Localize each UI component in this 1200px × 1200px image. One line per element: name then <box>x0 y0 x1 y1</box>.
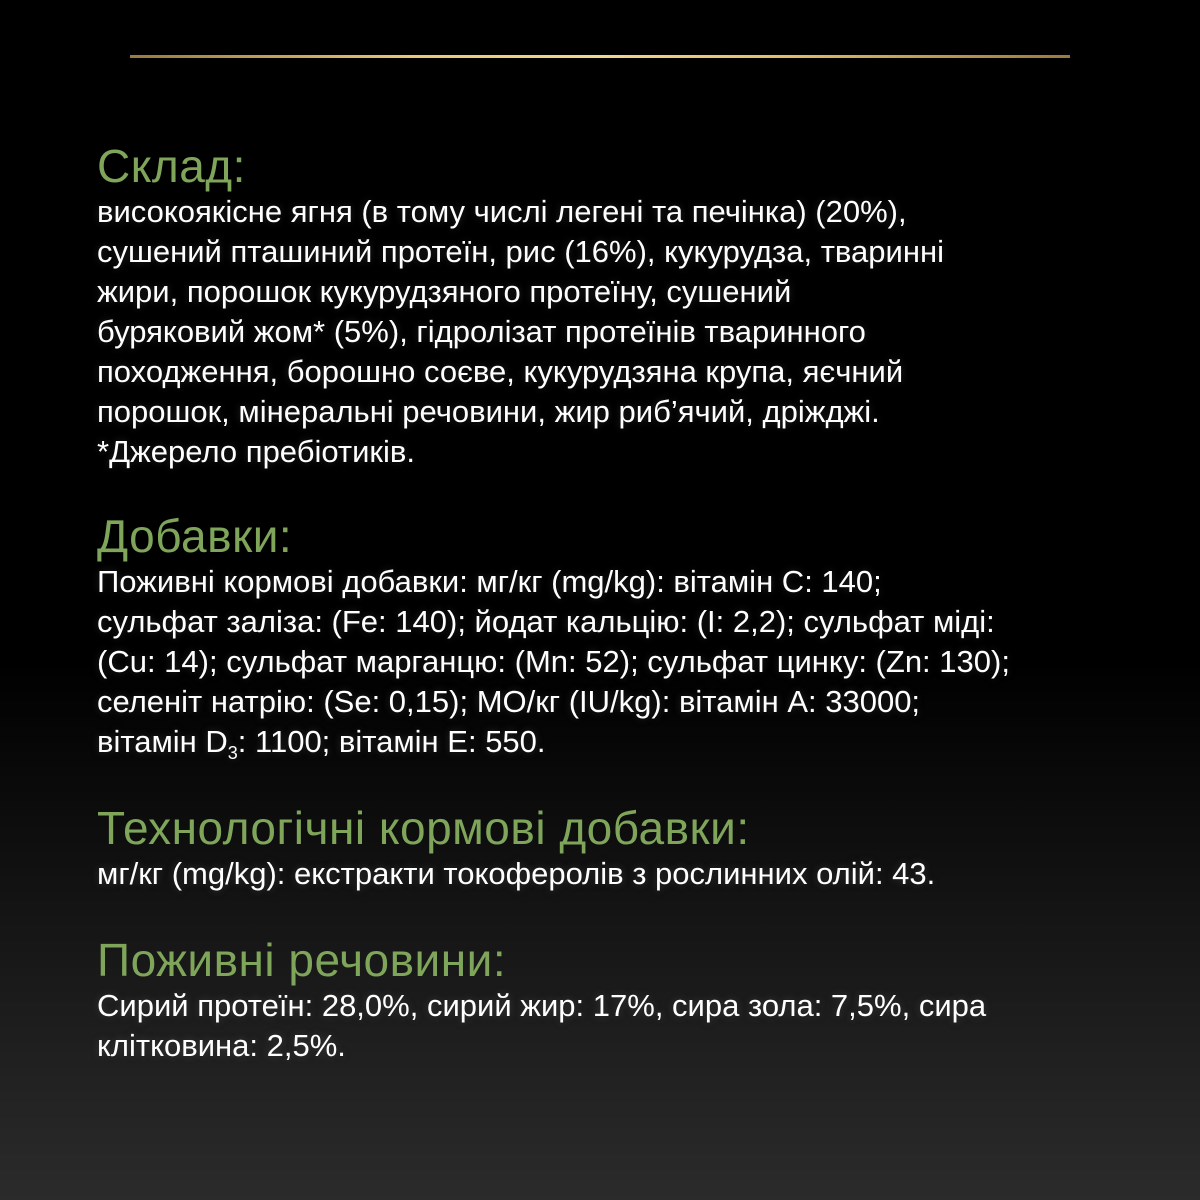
additives-line: (Cu: 14); сульфат марганцю: (Mn: 52); сульфат цинку: (Zn: 130); <box>97 644 1010 679</box>
composition-section <box>97 140 1107 472</box>
composition-heading: Склад: <box>97 140 246 192</box>
composition-line: походження, борошно соєве, кукурудзяна крупа, яєчний <box>97 354 904 389</box>
composition-line: порошок, мінеральні речовини, жир риб’ячий, дріжджі. <box>97 394 880 429</box>
vitamin-d-subscript: 3 <box>227 743 238 764</box>
technological-additives-section <box>97 802 1107 894</box>
additives-line: селеніт натрію: (Se: 0,15); МО/кг (IU/kg): вітамін A: 33000; <box>97 684 921 719</box>
nutrients-line: Сирий протеїн: 28,0%, сирий жир: 17%, сира зола: 7,5%, сира <box>97 988 987 1023</box>
vitamin-d-label: вітамін D <box>97 724 228 759</box>
nutrients-text <box>97 986 1107 1066</box>
nutrients-heading: Поживні речовини: <box>97 934 507 986</box>
additives-text <box>97 562 1107 762</box>
composition-line: буряковий жом* (5%), гідролізат протеїнів тваринного <box>97 314 866 349</box>
prebiotics-footnote: *Джерело пребіотиків. <box>97 434 415 469</box>
gold-divider <box>130 55 1070 58</box>
composition-line: високоякісне ягня (в тому числі легені та печінка) (20%), <box>97 194 907 229</box>
label-content <box>97 140 1107 1066</box>
composition-line: жири, порошок кукурудзяного протеїну, сушений <box>97 274 792 309</box>
additives-section <box>97 510 1107 762</box>
vitamin-d-e-values: : 1100; вітамін Е: 550. <box>237 724 546 759</box>
composition-line: сушений пташиний протеїн, рис (16%), кукурудза, тваринні <box>97 234 944 269</box>
technological-additives-text <box>97 854 1107 894</box>
technological-additives-heading: Технологічні кормові добавки: <box>97 802 750 854</box>
additives-line: Поживні кормові добавки: мг/кг (mg/kg): вітамін С: 140; <box>97 564 882 599</box>
additives-heading: Добавки: <box>97 510 293 562</box>
additives-line: сульфат заліза: (Fe: 140); йодат кальцію: (I: 2,2); сульфат міді: <box>97 604 995 639</box>
composition-text <box>97 192 1107 472</box>
nutrients-section <box>97 934 1107 1066</box>
additives-line-vitamin-d <box>97 722 1107 762</box>
nutrients-line: клітковина: 2,5%. <box>97 1028 346 1063</box>
technological-line: мг/кг (mg/kg): екстракти токоферолів з рослинних олій: 43. <box>97 856 936 891</box>
